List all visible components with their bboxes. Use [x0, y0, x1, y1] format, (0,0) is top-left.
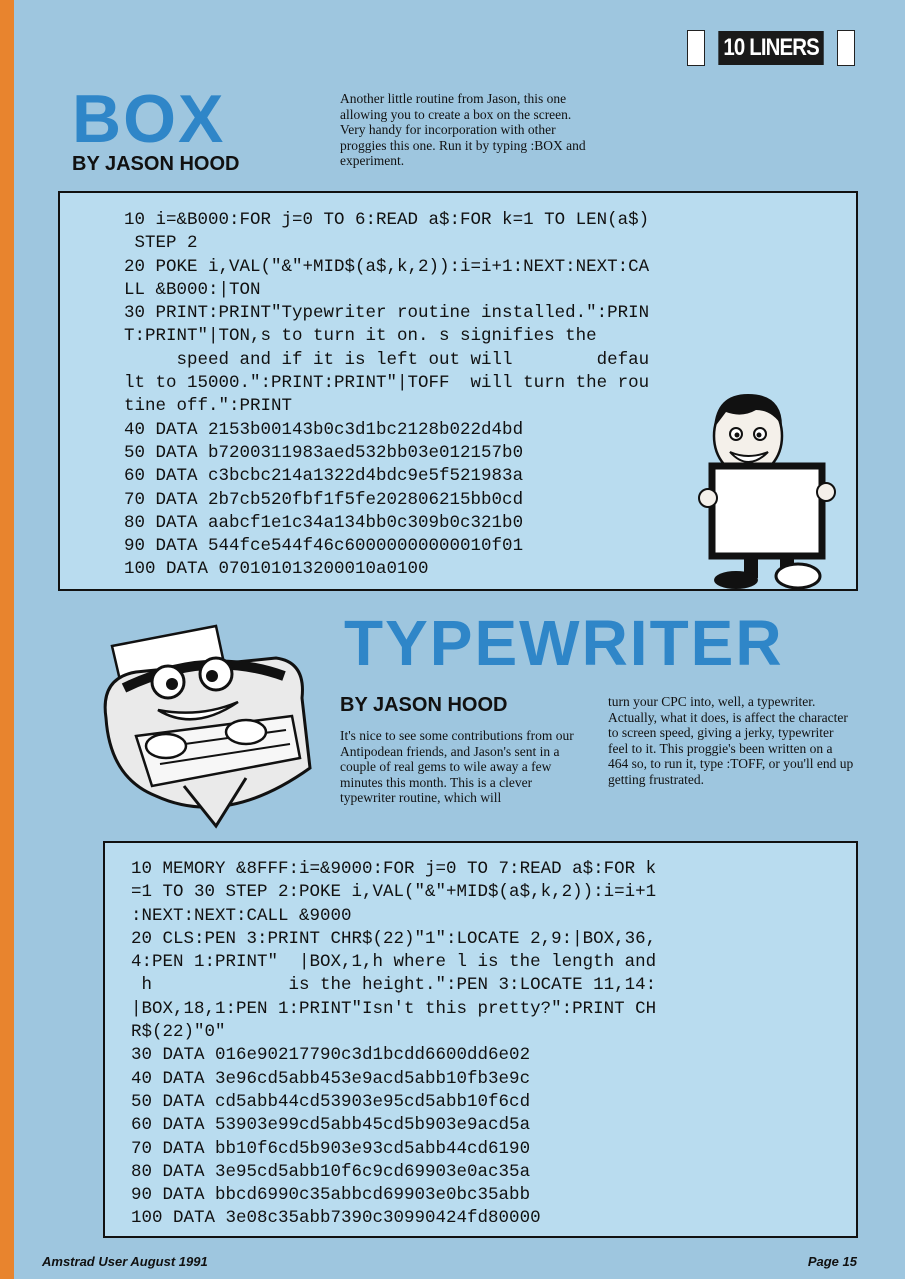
typewriter-code-line: =1 TO 30 STEP 2:POKE i,VAL("&"+MID$(a$,k,2)):i=i+1 — [131, 882, 657, 903]
typewriter-code-line: 20 CLS:PEN 3:PRINT CHR$(22)"1":LOCATE 2,9:|BOX,36, — [131, 928, 657, 949]
typewriter-code-line: 50 DATA cd5abb44cd53903e95cd5abb10f6cd — [131, 1091, 531, 1112]
typewriter-byline: BY JASON HOOD — [340, 694, 508, 716]
box-code-line: lt to 15000.":PRINT:PRINT"|TOFF will turn the rou — [124, 373, 650, 394]
cartoon-typewriter-illustration — [96, 618, 326, 828]
box-code-line: 50 DATA b7200311983aed532bb03e012157b0 — [124, 442, 524, 463]
typewriter-code-line: |BOX,18,1:PEN 1:PRINT"Isn't this pretty?":PRINT CH — [131, 998, 657, 1019]
box-title: BOX — [72, 81, 226, 157]
box-code-line: 20 POKE i,VAL("&"+MID$(a$,k,2)):i=i+1:NEXT:NEXT:CA — [124, 256, 650, 277]
typewriter-code-line: :NEXT:NEXT:CALL &9000 — [131, 905, 352, 926]
typewriter-code-line: 100 DATA 3e08c35abb7390c30990424fd80000 — [131, 1208, 541, 1229]
box-code-line: 60 DATA c3bcbc214a1322d4bdc9e5f521983a — [124, 466, 524, 487]
box-code-line: 90 DATA 544fce544f46c60000000000010f01 — [124, 536, 524, 557]
typewriter-code-text — [105, 843, 856, 1231]
section-tag-label: 10 LINERS — [718, 31, 824, 65]
typewriter-code-line: 60 DATA 53903e99cd5abb45cd5b903e9acd5a — [131, 1115, 531, 1136]
typewriter-title: TYPEWRITER — [344, 607, 784, 679]
typewriter-code-line: 80 DATA 3e95cd5abb10f6c9cd69903e0ac35a — [131, 1161, 531, 1182]
typewriter-body — [105, 658, 310, 826]
box-code-line: 30 PRINT:PRINT"Typewriter routine installed.":PRIN — [124, 303, 650, 324]
typewriter-code-line: h is the height.":PEN 3:LOCATE 11,14: — [141, 975, 657, 996]
magazine-page — [14, 0, 905, 1279]
box-byline: BY JASON HOOD — [72, 153, 240, 175]
box-intro: Another little routine from Jason, this one allowing you to create a box on the screen. Very handy for incorporation with other proggies this one. Run it by typing :BOX and experiment. — [340, 91, 586, 168]
typewriter-code-listing — [103, 841, 858, 1238]
footer-publication: Amstrad User August 1991 — [42, 1254, 208, 1269]
box-code-line: 40 DATA 2153b00143b0c3d1bc2128b022d4bd — [124, 419, 524, 440]
tag-block-left — [687, 30, 705, 66]
typewriter-code-line: 40 DATA 3e96cd5abb453e9acd5abb10fb3e9c — [131, 1068, 531, 1089]
typewriter-code-line: R$(22)"0" — [131, 1022, 226, 1043]
section-tag — [687, 30, 855, 66]
box-code-line: 80 DATA aabcf1e1c34a134bb0c309b0c321b0 — [124, 512, 524, 533]
typewriter-intro-col2: turn your CPC into, well, a typewriter. Actually, what it does, is affect the character to screen speed, giving a jerky, typewriter feel to it. This proggie's been written on a 464 so, to run it, type :TOFF, or you'll end up getting frustrated. — [608, 694, 854, 787]
box-code-line: 70 DATA 2b7cb520fbf1f5fe202806215bb0cd — [124, 489, 524, 510]
typewriter-code-line: 10 MEMORY &8FFF:i=&9000:FOR j=0 TO 7:READ a$:FOR k — [131, 859, 657, 879]
box-code-line: STEP 2 — [134, 233, 198, 254]
typewriter-code-line: 90 DATA bbcd6990c35abbcd69903e0bc35abb — [131, 1185, 531, 1206]
boy-legs — [714, 556, 820, 589]
tag-block-right — [837, 30, 855, 66]
box-code-line: T:PRINT"|TON,s to turn it on. s signifies the — [124, 326, 597, 347]
cartoon-boy-illustration — [686, 388, 836, 598]
box-code-line: tine off.":PRINT — [124, 396, 293, 417]
typewriter-code-line: 70 DATA bb10f6cd5b903e93cd5abb44cd6190 — [131, 1138, 531, 1159]
sign-board — [712, 466, 822, 556]
typewriter-code-line: 4:PEN 1:PRINT" |BOX,1,h where l is the length and — [131, 952, 657, 973]
typewriter-intro-col1: It's nice to see some contributions from our Antipodean friends, and Jason's sent in a couple of real gems to wile away a few minutes this month. This is a clever typewriter routine, which will — [340, 728, 574, 805]
box-code-line: LL &B000:|TON — [124, 279, 261, 300]
box-code-line: 10 i=&B000:FOR j=0 TO 6:READ a$:FOR k=1 TO LEN(a$) — [124, 210, 650, 230]
box-code-line: 100 DATA 070101013200010a0100 — [124, 559, 429, 580]
box-code-line: speed and if it is left out will defau — [176, 349, 650, 370]
footer-page-number: Page 15 — [807, 1254, 857, 1269]
typewriter-code-line: 30 DATA 016e90217790c3d1bcdd6600dd6e02 — [131, 1045, 531, 1066]
